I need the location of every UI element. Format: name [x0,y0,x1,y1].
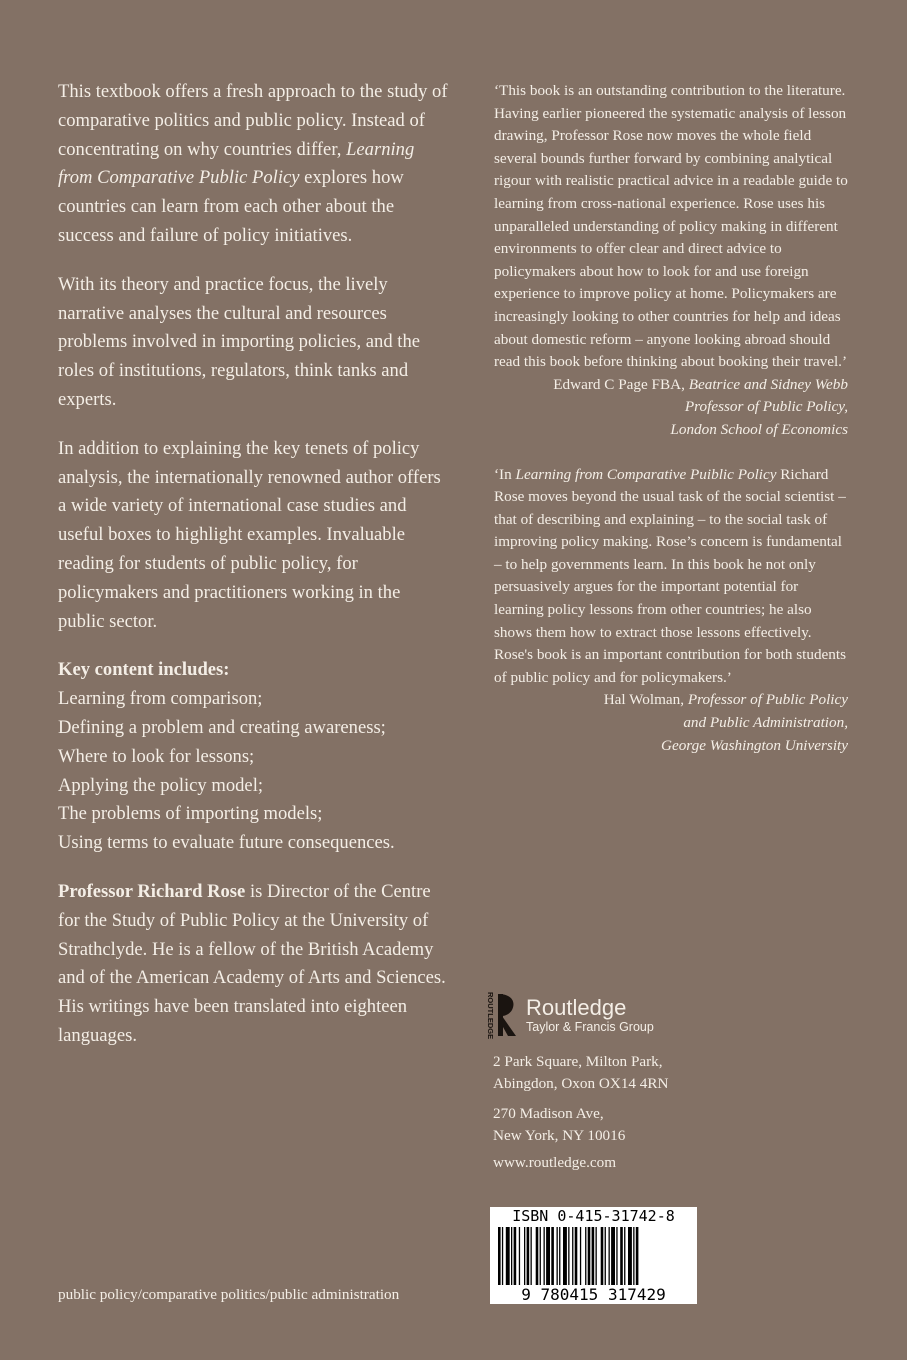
endorser-affiliation: London School of Economics [670,420,848,438]
endorsement-attribution-1 [494,374,848,442]
barcode-bar [580,1227,581,1285]
barcode-bar [588,1227,591,1285]
barcode-bar [524,1227,525,1285]
blurb-text: explores how countries can learn from each other about the success and failure of policy initiatives. [58,167,404,246]
barcode-bar [633,1227,634,1285]
barcode-bar [498,1227,501,1285]
barcode-bar [620,1227,623,1285]
key-content-item: Learning from comparison; [58,688,263,710]
barcode-bar [544,1227,545,1285]
key-content-list [58,685,450,858]
barcode-bar [519,1227,520,1285]
barcode-bar [540,1227,541,1285]
publisher-address-uk: 2 Park Square, Milton Park, Abingdon, Oxon OX14 4RN [493,1053,669,1092]
barcode-bar [527,1227,530,1285]
barcode-bar [601,1227,604,1285]
author-bio [58,878,450,1051]
barcode-bar [605,1227,606,1285]
endorser-title: and Public Administration, [683,714,848,732]
barcode-bar [585,1227,586,1285]
barcode-bar [559,1227,560,1285]
endorser-title: Beatrice and Sidney Webb [688,375,848,393]
barcode-bar [502,1227,503,1285]
barcode-bar [551,1227,554,1285]
subject-categories: public policy/comparative politics/public administration [58,1286,400,1303]
isbn-label: ISBN 0-415-31742-8 [512,1207,675,1225]
key-content-heading: Key content includes: [58,659,230,681]
routledge-logo-icon [486,990,520,1040]
barcode-bar [596,1227,597,1285]
barcode-bar [616,1227,617,1285]
endorser-name: Hal Wolman, [603,691,685,709]
barcode-bar [609,1227,610,1285]
publisher-group: Taylor & Francis Group [526,1020,654,1034]
isbn-barcode [490,1207,697,1304]
logo-side-text: ROUTLEDGE [486,992,495,1040]
blurb-paragraph-2: With its theory and practice focus, the lively narrative analyses the cultural and resources problems involved in importing policies, and the roles of institutions, regulators, think tanks and experts. [58,273,421,410]
endorsement-quote-1: ‘This book is an outstanding contribution to the literature. Having earlier pioneered the systematic analysis of lesson drawing, Professor Rose now moves the whole field several bounds further forward by combining analytical rigour with realistic practical advice in a readable guide to learning from cross-national experience. Rose uses his unparalleled understanding of policy making in different environments to offer clear and direct advice to policymakers about how to look for and use foreign experience to improve policy at home. Policymakers are increasingly looking to other countries for help and ideas about domestic reform – anyone looking abroad should read this book before thinking about booking their travel.’ [494,82,848,371]
endorser-name: Edward C Page FBA, [553,375,685,393]
barcode-bar [514,1227,517,1285]
barcode-bar [628,1227,632,1285]
barcode-bar [636,1227,639,1285]
endorser-title: Professor of Public Policy, [684,398,848,416]
barcode-bar [511,1227,512,1285]
barcode-bar [531,1227,532,1285]
endorser-affiliation: George Washington University [660,736,848,754]
endorsement-quote-2: ‘In Learning from Comparative Puiblic Policy Richard Rose moves beyond the usual task of the social scientist – that of describing and explaining – to the social task of improving policy making. Rose’s concern is fundamental – to help governments learn. In this book he not only persuasively argues for the important potential for learning policy lessons from other countries; he also shows them how to extract those lessons effectively. Rose's book is an important contribution for both students of public policy and for policymakers.’ [494,465,847,686]
author-bio-text: is Director of the Centre for the Study of Public Policy at the University of Strathclyde. He is a fellow of the British Academy and of the American Academy of Arts and Sciences. His writings have been translated into eighteen languages. [58,880,446,1046]
key-content-item: Using terms to evaluate future consequences. [58,832,395,854]
publisher-logo [486,990,654,1040]
barcode-bar [506,1227,510,1285]
blurb-column [58,78,450,1071]
publisher-address-us: 270 Madison Ave, New York, NY 10016 [493,1105,626,1144]
key-content-item: Defining a problem and creating awareness; [58,716,386,738]
barcode-bar [611,1227,615,1285]
book-title: Learning from Comparative Puiblic Policy [515,465,777,483]
key-content-item: The problems of importing models; [58,803,323,825]
barcode-bar [572,1227,573,1285]
barcode-bar [546,1227,550,1285]
key-content-item: Applying the policy model; [58,774,264,796]
book-title: Learning from Comparative Public Policy [58,138,415,189]
endorser-title: Professor of Public Policy [687,691,848,709]
publisher-website: www.routledge.com [493,1154,617,1171]
blurb-paragraph-3: In addition to explaining the key tenets of policy analysis, the internationally renowned author offers a wide variety of international case studies and useful boxes to highlight examples. Invaluable reading for students of public policy, for policymakers and practitioners working in the public sector. [58,437,441,632]
key-content-section [58,656,450,858]
author-name: Professor Richard Rose [58,880,246,902]
barcode-bar [592,1227,595,1285]
endorsements-column [494,80,848,757]
barcode-bar [536,1227,539,1285]
barcode-bar [575,1227,578,1285]
publisher-name: Routledge [526,995,627,1020]
barcode-bar [624,1227,625,1285]
barcode-bar [557,1227,558,1285]
key-content-item: Where to look for lessons; [58,745,255,767]
blurb-text: This textbook offers a fresh approach to the study of comparative politics and public policy. Instead of concentrating on why countries differ, [58,81,448,160]
barcode-bars [496,1227,691,1285]
barcode-bar [568,1227,569,1285]
barcode-bar [563,1227,567,1285]
endorsement-attribution-2 [494,689,848,757]
ean-digits: 9 780415 317429 [490,1285,697,1304]
blurb-paragraph-1 [58,78,450,251]
